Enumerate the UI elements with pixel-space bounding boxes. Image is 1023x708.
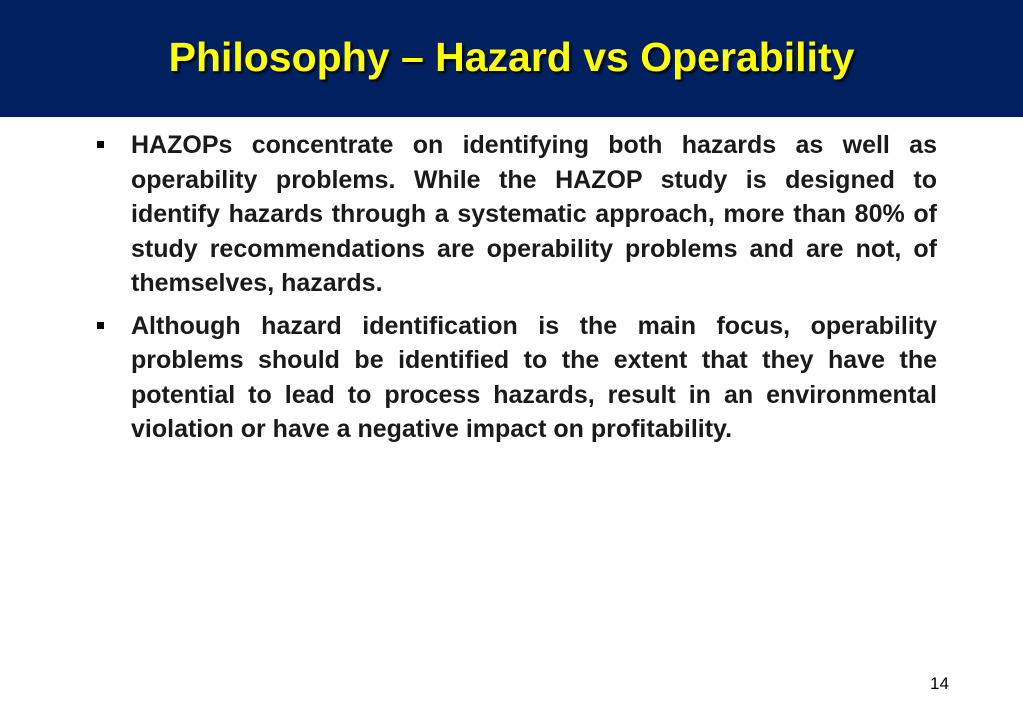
square-bullet-icon bbox=[97, 141, 104, 148]
bullet-text: HAZOPs concentrate on identifying both hazards as well as operability problems. While the HAZOP study is designed to identify hazards through a systematic approach, more than 80% of study recommendations are operability problems and are not, of themselves, hazards. bbox=[131, 131, 937, 297]
bullet-item bbox=[95, 128, 937, 301]
slide-title: Philosophy – Hazard vs Operability bbox=[168, 34, 855, 80]
square-bullet-icon bbox=[97, 322, 104, 329]
bullet-list bbox=[95, 128, 937, 455]
page-number: 14 bbox=[930, 674, 949, 693]
bullet-text: Although hazard identification is the main focus, operability problems should be identified to the extent that they have the potential to lead to process hazards, result in an environmental violation or have a negative impact on profitability. bbox=[131, 311, 937, 443]
bullet-item bbox=[95, 309, 937, 447]
